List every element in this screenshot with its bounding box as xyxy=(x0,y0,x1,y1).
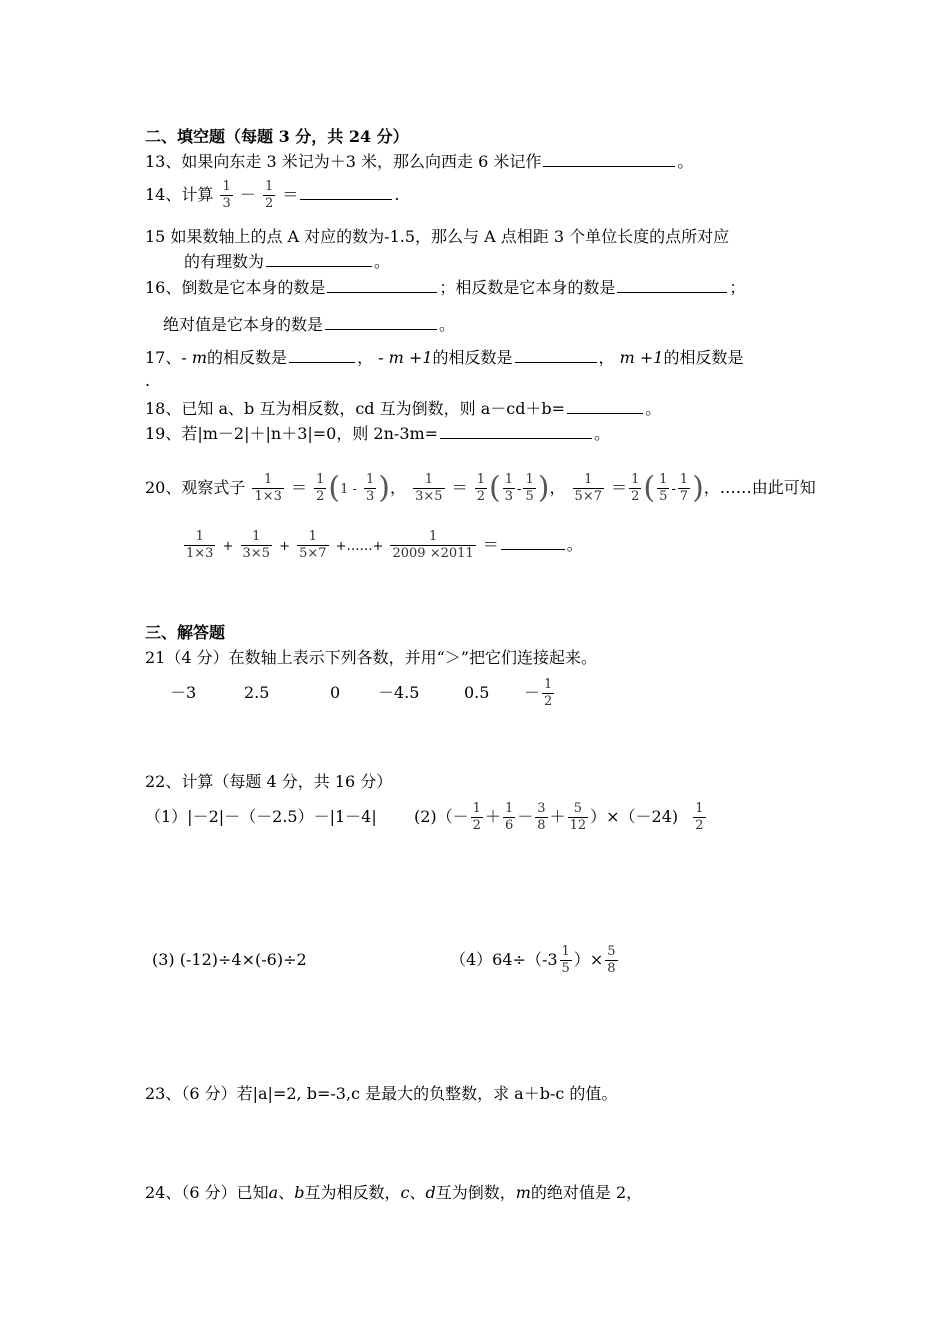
q16-blank-opposite[interactable] xyxy=(617,278,727,293)
question-21: 21（4 分）在数轴上表示下列各数，并用“＞”把它们连接起来。 xyxy=(145,648,597,667)
question-20-line-2: $\frac{1}{1\times 3}$ + $\frac{1}{3\times 5}$ + $\frac{1}{5\times 7}$ +……+ $\frac{1}{2009 \times 2011}$ ＝ 。 xyxy=(186,529,583,561)
question-24: 24、（6 分）已知a、b互为相反数，c、d互为倒数，m的绝对值是 2， xyxy=(145,1183,643,1202)
question-16-line-2: 绝对值是它本身的数是 。 xyxy=(163,315,456,334)
q16-blank-absolute[interactable] xyxy=(325,315,437,330)
frac-1-over-1x3: $\frac{1}{1\times 3}$ xyxy=(186,529,214,561)
left-paren: ( xyxy=(643,470,656,506)
frac-one-half: $\frac{1}{2}$ xyxy=(264,179,274,211)
section-3-title: 三、解答题 xyxy=(145,623,226,642)
left-paren: ( xyxy=(328,470,341,506)
frac-one-half: $\frac{1}{2}$ xyxy=(544,677,553,709)
frac-1-over-1x3: $\frac{1}{1\times 3}$ xyxy=(254,472,282,504)
q21-number-5: 0.5 xyxy=(464,683,490,702)
left-paren: ( xyxy=(489,470,501,506)
q16-blank-reciprocal[interactable] xyxy=(327,278,437,293)
q22-part-2: (2)（－ $\frac{1}{2}$ ＋ $\frac{1}{6}$ － $\frac{3}{8}$ ＋ $\frac{5}{12}$ ）×（－24) $\frac{1}{2}$ xyxy=(414,801,704,833)
frac-1-over-2009x2011: $\frac{1}{2009 \times 2011}$ xyxy=(392,529,474,561)
frac-half: $\frac{1}{2}$ xyxy=(316,472,325,504)
frac-one-third: $\frac{1}{3}$ xyxy=(366,472,375,504)
q14-label: 14、计算 xyxy=(145,185,214,204)
expr-neg-m: - m xyxy=(181,348,208,367)
question-22-title: 22、计算（每题 4 分，共 16 分） xyxy=(145,772,393,791)
frac-one-half: $\frac{1}{2}$ xyxy=(472,801,481,833)
q14-answer-blank[interactable] xyxy=(300,185,392,200)
frac-one-fifth: $\frac{1}{5}$ xyxy=(525,472,534,504)
question-20-line-1: 20、观察式子 $\frac{1}{1\times 3}$ ＝ $\frac{1}{2}$ (1 - $\frac{1}{3}$ )， $\frac{1}{3\times 5}$ ＝ $\frac{1}{2}$ ( $\frac{1}{3}$ - $\frac{1}{5}$ )， $\frac{1}{5\times 7}$ ＝ $\frac{1}{2}$ ( $\frac{1}{5}$ - $\frac{1}{7}$ )，……由此可知 xyxy=(145,470,816,506)
right-paren: ) xyxy=(537,470,550,506)
frac-1-over-5x7: $\frac{1}{5\times 7}$ xyxy=(299,529,327,561)
question-16-line-1: 16、倒数是它本身的数是 ；相反数是它本身的数是 ； xyxy=(145,278,746,297)
q21-number-2: 2.5 xyxy=(244,683,270,702)
q14-end: . xyxy=(394,185,400,204)
question-23: 23、（6 分）若|a|=2, b=-3,c 是最大的负整数，求 a＋b-c 的值。 xyxy=(145,1084,618,1103)
q18-answer-blank[interactable] xyxy=(567,399,643,414)
frac-five-twelfths: $\frac{5}{12}$ xyxy=(569,801,587,833)
q21-number-1: －3 xyxy=(170,683,197,702)
q17-trailing-dot: . xyxy=(145,371,151,390)
q15-answer-blank[interactable] xyxy=(266,252,372,267)
right-paren: ) xyxy=(692,470,704,506)
frac-one-seventh: $\frac{1}{7}$ xyxy=(679,472,689,504)
minus-sign: － xyxy=(239,185,256,204)
frac-three-eighths: $\frac{3}{8}$ xyxy=(537,801,546,833)
q19-answer-blank[interactable] xyxy=(440,424,592,439)
expr-m-plus-1: m +1 xyxy=(619,348,664,367)
question-17: 17、- m的相反数是 ， - m +1的相反数是 ， m +1的相反数是 xyxy=(145,348,744,367)
q22-part-3: (3) (-12)÷4×(-6)÷2 xyxy=(152,950,307,969)
frac-half: $\frac{1}{2}$ xyxy=(476,472,486,504)
frac-five-eighths: $\frac{5}{8}$ xyxy=(607,944,616,976)
q17-blank-2[interactable] xyxy=(515,348,597,363)
q21-number-4: －4.5 xyxy=(378,683,420,702)
q13-end: 。 xyxy=(677,152,694,171)
frac-one-fifth: $\frac{1}{5}$ xyxy=(659,472,668,504)
question-18: 18、已知 a、b 互为相反数，cd 互为倒数，则 a－cd＋b= 。 xyxy=(145,399,662,418)
q22-part-4: （4）64÷（-3 $\frac{1}{5}$ ）× $\frac{5}{8}$ xyxy=(450,944,616,976)
q13-text: 13、如果向东走 3 米记为＋3 米，那么向西走 6 米记作 xyxy=(145,152,542,171)
q21-number-6: － $\frac{1}{2}$ xyxy=(524,677,553,709)
q21-number-3: 0 xyxy=(330,683,341,702)
frac-one-third: $\frac{1}{3}$ xyxy=(222,179,231,211)
frac-one-fifth: $\frac{1}{5}$ xyxy=(561,944,570,976)
right-paren: ) xyxy=(378,470,390,506)
q17-blank-1[interactable] xyxy=(289,348,355,363)
question-15-line-2: 的有理数为 。 xyxy=(184,252,391,271)
question-19: 19、若|m－2|＋|n＋3|=0，则 2n-3m= 。 xyxy=(145,424,611,443)
question-14 xyxy=(145,180,399,211)
frac-1-over-5x7: $\frac{1}{5\times 7}$ xyxy=(574,472,602,504)
frac-1-over-3x5: $\frac{1}{3\times 5}$ xyxy=(415,472,443,504)
frac-1-over-3x5: $\frac{1}{3\times 5}$ xyxy=(242,529,270,561)
question-15-line-1: 15 如果数轴上的点 A 对应的数为-1.5，那么与 A 点相距 3 个单位长度的点所对应 xyxy=(145,227,730,246)
q22-part-1: （1）|－2|－（－2.5）－|1－4| xyxy=(145,807,377,826)
question-13 xyxy=(145,151,693,173)
frac-one-half: $\frac{1}{2}$ xyxy=(695,801,704,833)
frac-one-third: $\frac{1}{3}$ xyxy=(504,472,514,504)
equals-sign: ＝ xyxy=(282,185,299,204)
q13-answer-blank[interactable] xyxy=(543,152,675,167)
frac-half: $\frac{1}{2}$ xyxy=(631,472,640,504)
q20-answer-blank[interactable] xyxy=(501,535,565,550)
section-2-title: 二、填空题（每题 3 分，共 24 分） xyxy=(145,127,409,146)
frac-one-sixth: $\frac{1}{6}$ xyxy=(504,801,514,833)
expr-neg-m-plus-1: - m +1 xyxy=(378,348,433,367)
